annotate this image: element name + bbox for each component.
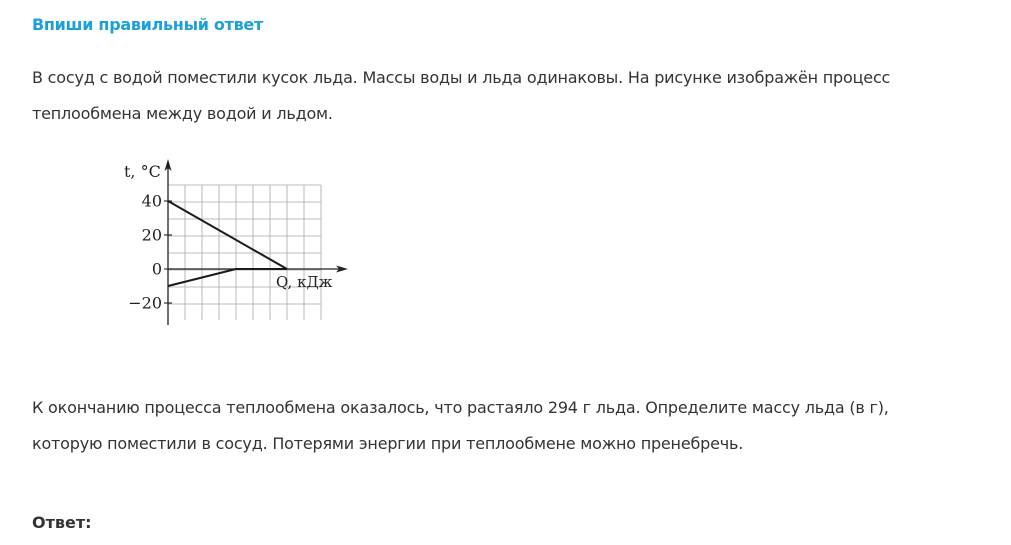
y-tick-label: 40 <box>141 191 162 211</box>
heat-exchange-graph <box>110 150 370 335</box>
y-tick-label: −20 <box>128 293 162 313</box>
task-intro-text: В сосуд с водой поместили кусок льда. Массы воды и льда одинаковы. На рисунке изображён процесс теплообмена между водой и льдом. <box>32 68 891 123</box>
task-question-text: К окончанию процесса теплообмена оказалось, что растаяло 294 г льда. Определите массу льда (в г), которую поместили в сосуд. Потерями энергии при теплообмене можно пренебречь. <box>32 398 889 453</box>
graph-grid <box>168 185 321 320</box>
x-axis-label: Q, кДж <box>276 273 333 291</box>
graph-axes <box>165 159 349 325</box>
graph-svg <box>110 150 370 335</box>
y-tick-label: 20 <box>141 225 162 245</box>
y-tick-label: 0 <box>151 259 162 279</box>
y-axis-label: t, °C <box>124 162 161 181</box>
graph-series <box>168 201 287 286</box>
y-ticks <box>128 192 172 313</box>
task-title: Впиши правильный ответ <box>32 15 263 34</box>
answer-label: Ответ: <box>32 513 92 532</box>
ice-heating-line <box>168 269 287 286</box>
water-cooling-line <box>168 201 287 269</box>
